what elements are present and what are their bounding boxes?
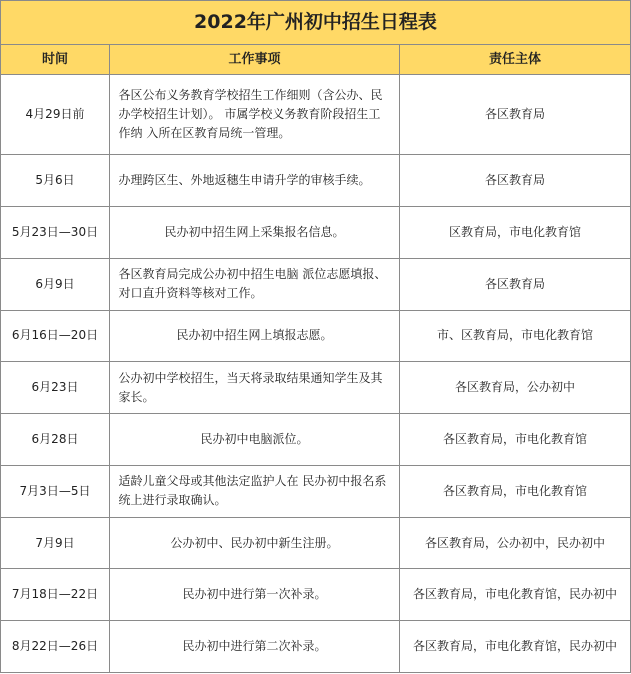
task-text: 适龄儿童父母或其他法定监护人在 民办初中报名系统上进行录取确认。	[118, 474, 387, 508]
table-row	[1, 310, 631, 362]
table-row	[1, 362, 631, 414]
cell-owner: 各区教育局，市电化教育馆	[400, 465, 631, 517]
cell-owner: 各区教育局，公办初中	[400, 362, 631, 414]
cell-task	[110, 362, 400, 414]
task-text: 各区教育局完成公办初中招生电脑 派位志愿填报、对口直升资料等核对工作。	[118, 267, 387, 301]
cell-task	[110, 465, 400, 517]
table-row	[1, 207, 631, 259]
table-row	[1, 569, 631, 621]
cell-owner: 各区教育局，市电化教育馆，民办初中	[400, 569, 631, 621]
cell-task	[110, 75, 400, 155]
cell-task	[110, 517, 400, 569]
task-text: 办理跨区生、外地返穗生申请升学的审核手续。	[118, 173, 371, 188]
title-row	[1, 1, 631, 45]
cell-task	[110, 569, 400, 621]
task-text: 民办初中电脑派位。	[200, 431, 309, 446]
cell-time: 5月23日—30日	[1, 207, 110, 259]
table-title: 2022年广州初中招生日程表	[1, 1, 631, 45]
cell-time: 8月22日—26日	[1, 621, 110, 673]
cell-time: 7月9日	[1, 517, 110, 569]
task-text: 各区公布义务教育学校招生工作细则（含公办、民办学校招生计划）。 市属学校义务教育阶段招生工作纳 入所在区教育局统一管理。	[118, 88, 383, 141]
table-row	[1, 75, 631, 155]
header-row	[1, 44, 631, 74]
cell-owner: 市、区教育局，市电化教育馆	[400, 310, 631, 362]
task-text: 民办初中招生网上采集报名信息。	[164, 224, 345, 239]
cell-owner: 各区教育局，市电化教育馆	[400, 414, 631, 466]
cell-time: 6月16日—20日	[1, 310, 110, 362]
cell-task	[110, 414, 400, 466]
cell-time: 5月6日	[1, 155, 110, 207]
cell-owner: 各区教育局	[400, 155, 631, 207]
header-owner: 责任主体	[400, 44, 631, 74]
task-text: 民办初中进行第二次补录。	[182, 639, 327, 654]
cell-owner: 各区教育局	[400, 75, 631, 155]
header-task: 工作事项	[110, 44, 400, 74]
table-row	[1, 465, 631, 517]
cell-task	[110, 310, 400, 362]
task-text: 公办初中、民办初中新生注册。	[170, 535, 339, 550]
table-row	[1, 621, 631, 673]
task-text: 公办初中学校招生，当天将录取结果通知学生及其家长。	[118, 370, 383, 404]
cell-task	[110, 155, 400, 207]
cell-time: 6月9日	[1, 258, 110, 310]
cell-task	[110, 207, 400, 259]
task-text: 民办初中招生网上填报志愿。	[176, 328, 333, 343]
cell-owner: 各区教育局，市电化教育馆，民办初中	[400, 621, 631, 673]
table-row	[1, 258, 631, 310]
cell-time: 6月23日	[1, 362, 110, 414]
cell-time: 6月28日	[1, 414, 110, 466]
cell-time: 7月3日—5日	[1, 465, 110, 517]
cell-owner: 各区教育局	[400, 258, 631, 310]
cell-owner: 区教育局，市电化教育馆	[400, 207, 631, 259]
cell-time: 7月18日—22日	[1, 569, 110, 621]
task-text: 民办初中进行第一次补录。	[182, 587, 327, 602]
header-time: 时间	[1, 44, 110, 74]
table-row	[1, 517, 631, 569]
cell-time: 4月29日前	[1, 75, 110, 155]
table-row	[1, 414, 631, 466]
cell-task	[110, 621, 400, 673]
cell-task	[110, 258, 400, 310]
cell-owner: 各区教育局，公办初中，民办初中	[400, 517, 631, 569]
table-row	[1, 155, 631, 207]
